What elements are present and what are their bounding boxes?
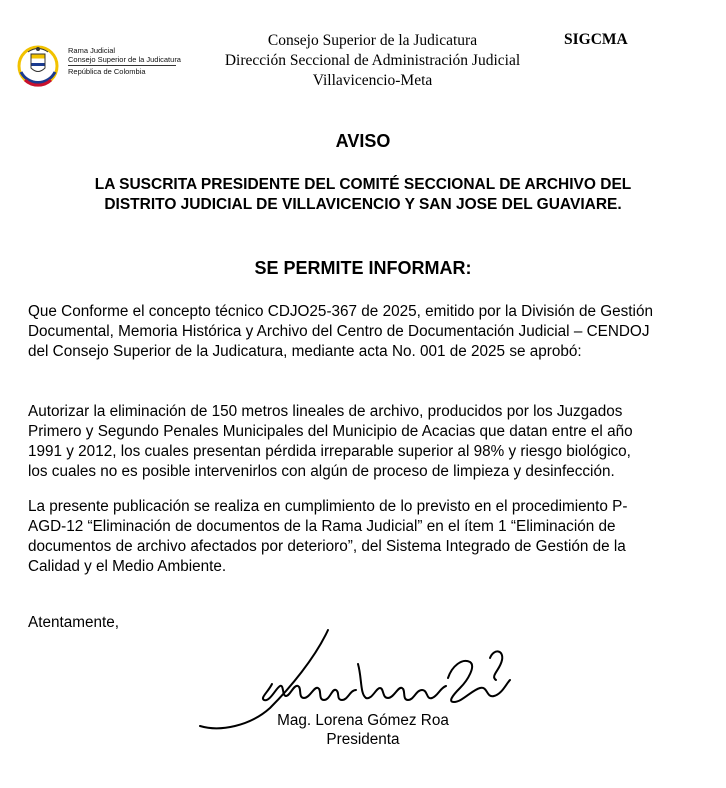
logo-divider [68, 65, 176, 66]
paragraph-line: los cuales no es posible intervenirlos con algún de proceso de limpieza y desinfección. [28, 463, 615, 480]
notice-subtitle [0, 175, 726, 215]
paragraph-concepto [28, 302, 702, 362]
logo-line-consejo: Consejo Superior de la Judicatura [68, 55, 181, 64]
logo-line-rama: Rama Judicial [68, 46, 116, 55]
subtitle-line-2: DISTRITO JUDICIAL DE VILLAVICENCIO Y SAN JOSE DEL GUAVIARE. [104, 196, 622, 213]
paragraph-publicacion [28, 497, 702, 577]
paragraph-line: documentos de archivo afectados por deterioro”, del Sistema Integrado de Gestión de la [28, 538, 626, 555]
informar-heading: SE PERMITE INFORMAR: [254, 258, 472, 278]
paragraph-line: 1991 y 2012, los cuales presentan pérdida irreparable superior al 98% y riesgo biológico, [28, 443, 631, 460]
paragraph-line: Que Conforme el concepto técnico CDJO25-367 de 2025, emitido por la División de Gestión [28, 303, 653, 320]
letterhead-line-2: Dirección Seccional de Administración Judicial [224, 52, 521, 69]
letterhead-center [170, 31, 575, 91]
paragraph-line: Calidad y el Medio Ambiente. [28, 558, 227, 575]
paragraph-autorizar [28, 402, 702, 482]
paragraph-line: La presente publicación se realiza en cumplimiento de lo previsto en el procedimiento P- [28, 498, 628, 515]
paragraph-line: Documental, Memoria Histórica y Archivo del Centro de Documentación Judicial – CENDOJ [28, 323, 650, 340]
sigcma-code: SIGCMA [564, 31, 628, 48]
notice-heading: AVISO [335, 131, 391, 151]
logo-line-republica: República de Colombia [68, 67, 146, 76]
subtitle-line-1: LA SUSCRITA PRESIDENTE DEL COMITÉ SECCIONAL DE ARCHIVO DEL [94, 176, 632, 193]
signer-role: Presidenta [326, 731, 400, 748]
letterhead-line-3: Villavicencio-Meta [312, 72, 433, 89]
paragraph-line: del Consejo Superior de la Judicatura, mediante acta No. 001 de 2025 se aprobó: [28, 343, 582, 360]
letterhead-line-1: Consejo Superior de la Judicatura [267, 32, 478, 49]
paragraph-line: Autorizar la eliminación de 150 metros lineales de archivo, producidos por los Juzgados [28, 403, 623, 420]
closing-text: Atentamente, [28, 614, 119, 631]
coat-of-arms-icon [16, 42, 62, 90]
paragraph-line: AGD-12 “Eliminación de documentos de la Rama Judicial” en el ítem 1 “Eliminación de [28, 518, 616, 535]
paragraph-line: Primero y Segundo Penales Municipales del Municipio de Acacias que datan entre el año [28, 423, 633, 440]
logo-caption [68, 46, 181, 76]
signer-name: Mag. Lorena Gómez Roa [277, 712, 449, 729]
